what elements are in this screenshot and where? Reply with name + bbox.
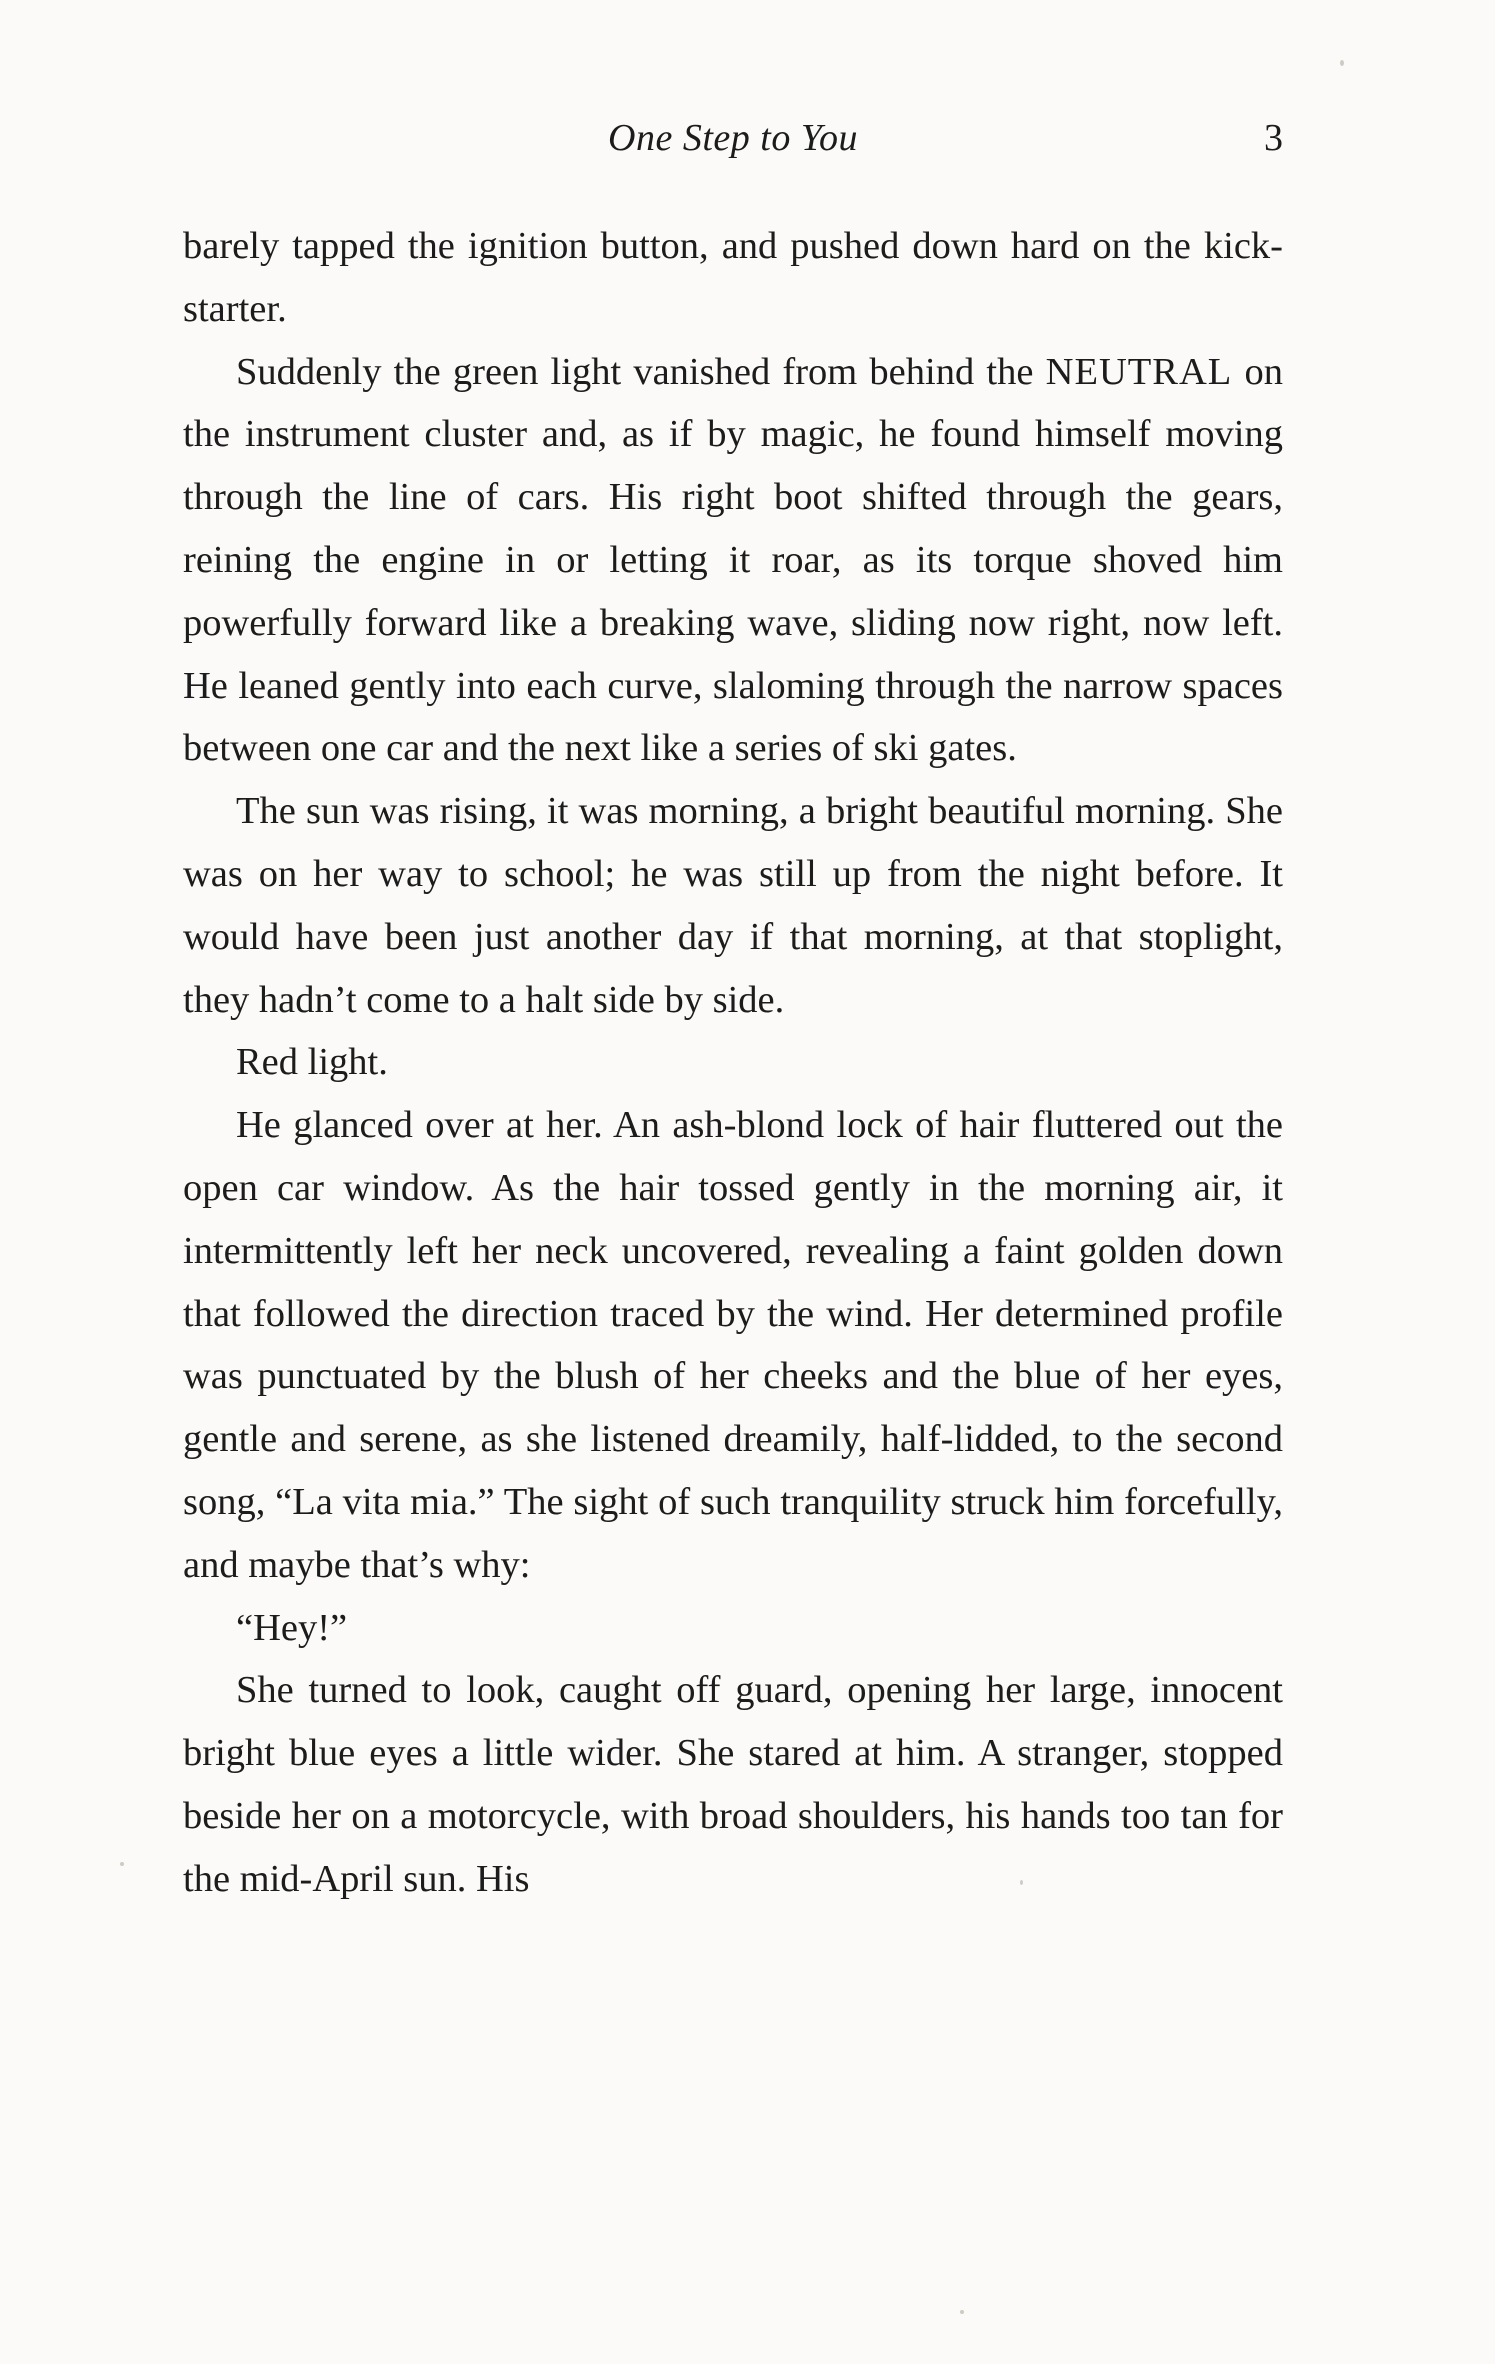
paragraph-6: “Hey!” (236, 1606, 348, 1649)
paragraph-1: barely tapped the ignition button, and pushed down hard on the kick-starter. (183, 225, 1283, 330)
paragraph-7: She turned to look, caught off guard, opening her large, innocent bright blue eyes a little wider. She stared at him. A stranger, stopped beside her on a motorcycle, with broad shoulders, his hands too tan for the mid-April sun. His (183, 1669, 1283, 1900)
scan-speck (1020, 1880, 1023, 1885)
paragraph-3: The sun was rising, it was morning, a bright beautiful morning. She was on her way to school; he was still up from the night before. It would have been just another day if that morning, at that stoplight, they hadn’t come to a halt side by side. (183, 790, 1283, 1021)
book-title: One Step to You (608, 117, 858, 159)
scan-speck (120, 1862, 124, 1866)
page-number: 3 (1264, 117, 1283, 159)
scan-speck (960, 2310, 964, 2314)
paragraph-4: Red light. (236, 1041, 388, 1084)
paragraph-2-text-before: Suddenly the green light vanished from behind the (236, 350, 1046, 393)
neutral-small-caps: NEUTRAL (1045, 350, 1233, 393)
paragraph-2-text-after: on the instrument cluster and, as if by magic, he found himself moving through the line of cars. His right boot shifted through the gears, reining the engine in or letting it roar, as its torque shoved him powerfully forward like a breaking wave, sliding now right, now left. He leaned gently into each curve, slaloming through the narrow spaces between one car and the next like a series of ski gates. (183, 350, 1283, 770)
scan-speck (1340, 60, 1344, 66)
body-text (183, 215, 1283, 1911)
paragraph-2 (183, 341, 1283, 781)
running-head (183, 108, 1283, 168)
paragraph-5: He glanced over at her. An ash-blond lock of hair fluttered out the open car window. As the hair tossed gently in the morning air, it intermittently left her neck uncovered, revealing a faint golden down that followed the direction traced by the wind. Her determined profile was punctuated by the blush of her cheeks and the blue of her eyes, gentle and serene, as she listened dreamily, half-lidded, to the second song, “La vita mia.” The sight of such tranquility struck him forcefully, and maybe that’s why: (183, 1104, 1283, 1586)
